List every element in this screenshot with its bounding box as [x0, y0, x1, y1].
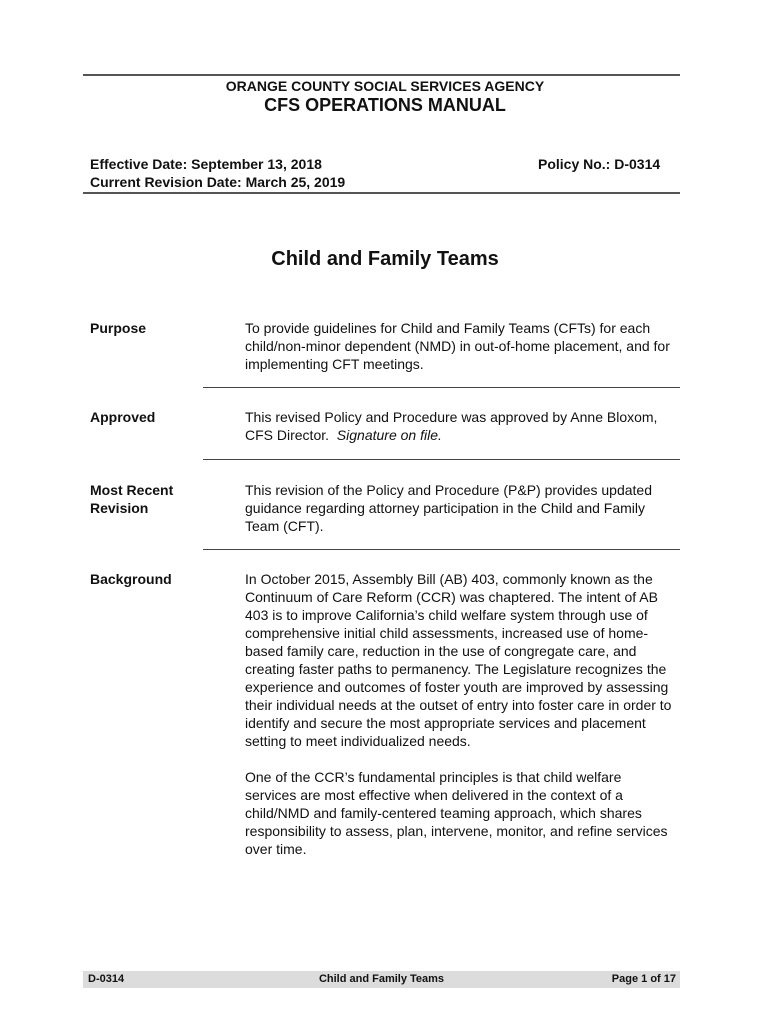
- footer-title: Child and Family Teams: [318, 973, 445, 985]
- policy-number: Policy No.: D-0314: [538, 156, 661, 172]
- footer-page-number: Page 1 of 17: [611, 973, 676, 985]
- background-label: Background: [90, 571, 172, 587]
- approved-text: [245, 408, 675, 444]
- revision-label: [90, 481, 173, 517]
- section-divider: [203, 549, 680, 550]
- page-footer: [83, 971, 680, 988]
- background-paragraph-1: In October 2015, Assembly Bill (AB) 403, commonly known as the Continuum of Care Reform (CCR) was chaptered. The intent of AB 403 is to improve California’s child welfare system through use of comprehensive initial child assessments, increased use of home-based family care, reduction in the use of congregate care, and creating faster paths to permanency. The Legislature recognizes the experience and outcomes of foster youth are improved by assessing their individual needs at the outset of entry into foster care in order to identify and secure the most appropriate services and placement setting to meet individualized needs.: [245, 571, 672, 749]
- signature-note: Signature on file.: [336, 427, 442, 443]
- revision-date: Current Revision Date: March 25, 2019: [90, 174, 346, 190]
- revision-label-line2: Revision: [90, 500, 149, 516]
- header-rule: [83, 192, 680, 194]
- approved-label: Approved: [90, 409, 156, 425]
- background-text: [245, 570, 675, 858]
- footer-policy-id: D-0314: [88, 973, 125, 985]
- purpose-text: To provide guidelines for Child and Family Teams (CFTs) for each child/non-minor dependent (NMD) in out-of-home placement, and for implementing CFT meetings.: [245, 320, 670, 372]
- section-divider: [203, 459, 680, 460]
- agency-name: ORANGE COUNTY SOCIAL SERVICES AGENCY: [225, 78, 545, 94]
- page-title: Child and Family Teams: [271, 248, 499, 270]
- section-divider: [203, 387, 680, 388]
- revision-label-line1: Most Recent: [90, 482, 174, 498]
- top-rule: [83, 74, 680, 76]
- manual-title: CFS OPERATIONS MANUAL: [264, 95, 506, 115]
- background-paragraph-2: One of the CCR’s fundamental principles is that child welfare services are most effective when delivered in the context of a child/NMD and family-centered teaming approach, which shares responsibility to assess, plan, intervene, monitor, and refine services over time.: [245, 769, 668, 857]
- revision-text: This revision of the Policy and Procedure (P&P) provides updated guidance regarding attorney participation in the Child and Family Team (CFT).: [245, 482, 652, 534]
- effective-date: Effective Date: September 13, 2018: [90, 156, 322, 172]
- purpose-label: Purpose: [90, 320, 147, 336]
- approved-statement: This revised Policy and Procedure was approved by Anne Bloxom, CFS Director.: [245, 409, 658, 443]
